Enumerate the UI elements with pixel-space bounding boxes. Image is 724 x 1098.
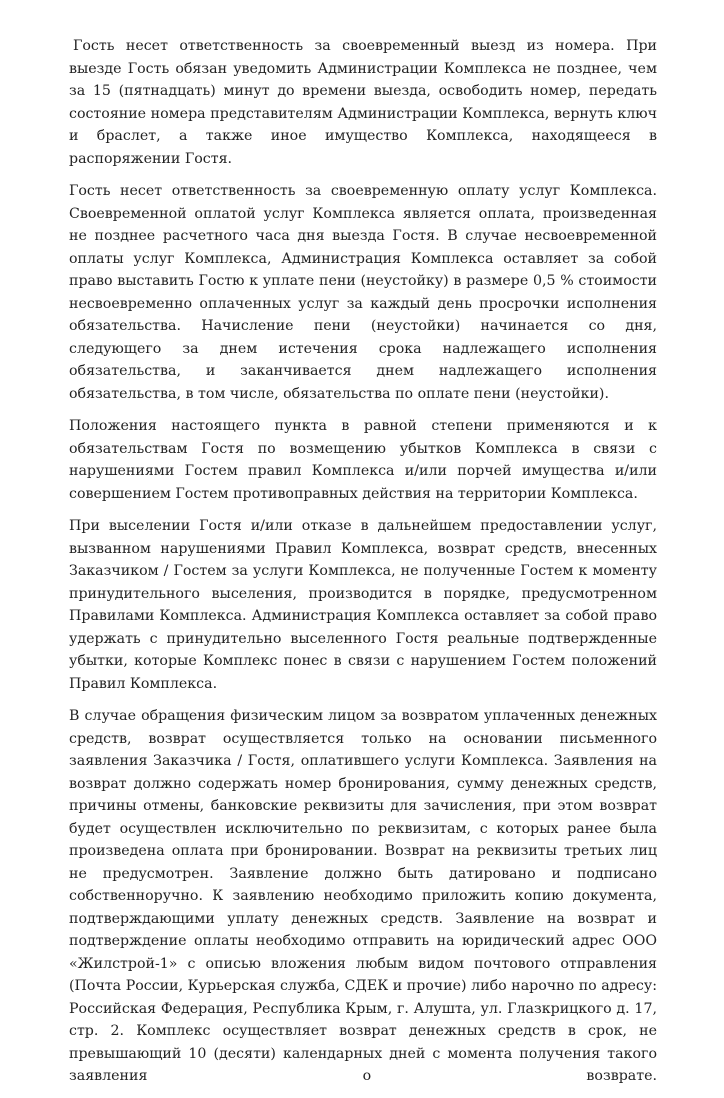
paragraph-eviction-refund: При выселении Гостя и/или отказе в дальнейшем предоставлении услуг, вызванном нарушениями Правил Комплекса, возврат средств, внесенных Заказчиком / Гостем за услуги Комплекса, не полученные Гостем к моменту принудительного выселения, производится в порядке, предусмотренном Правилами Комплекса. Администрация Комплекса оставляет за собой право удержать с принудительно выселенного Гостя реальные подтвержденные убытки, которые Комплекс понес в связи с нарушением Гостем положений Правил Комплекса. bbox=[69, 518, 657, 692]
paragraph-payment-responsibility: Гость несет ответственность за своевременную оплату услуг Комплекса. Своевременной оплатой услуг Комплекса является оплата, произведенная не позднее расчетного часа дня выезда Гостя. В случае несвоевременной оплаты услуг Комплекса, Администрация Комплекса оставляет за собой право выставить Гостю к уплате пени (неустойку) в размере 0,5 % стоимости несвоевременно оплаченных услуг за каждый день просрочки исполнения обязательства. Начисление пени (неустойки) начинается со дня, следующего за днем истечения срока надлежащего исполнения обязательства, и заканчивается днем надлежащего исполнения обязательства, в том числе, обязательства по оплате пени (неустойки). bbox=[69, 183, 657, 402]
document-body bbox=[69, 35, 657, 1098]
paragraph-refund-procedure: В случае обращения физическим лицом за возвратом уплаченных денежных средств, возврат осуществляется только на основании письменного заявления Заказчика / Гостя, оплатившего услуги Комплекса. Заявления на возврат должно содержать номер бронирования, сумму денежных средств, причины отмены, банковские реквизиты для зачисления, при этом возврат будет осуществлен исключительно по реквизитам, с которых ранее была произведена оплата при бронировании. Возврат на реквизиты третьих лиц не предусмотрен. Заявление должно быть датировано и подписано собственноручно. К заявлению необходимо приложить копию документа, подтверждающими уплату денежных средств. Заявление на возврат и подтверждение оплаты необходимо отправить на юридический адрес ООО «Жилстрой-1» с описью вложения любым видом почтового отправления (Почта России, Курьерская служба, СДЕК и прочие) либо нарочно по адресу: Российская Федерация, Республика Крым, г. Алушта, ул. Глазкрицкого д. 17, стр. 2. Комплекс осуществляет возврат денежных средств в срок, не превышающий 10 (десяти) календарных дней с момента получения такого заявления о возврате. bbox=[69, 708, 657, 1084]
paragraph-damages-compensation: Положения настоящего пункта в равной степени применяются и к обязательствам Гостя по возмещению убытков Комплекса в связи с нарушениями Гостем правил Комплекса и/или порчей имущества и/или совершением Гостем противоправных действия на территории Комплекса. bbox=[69, 418, 657, 502]
paragraph-guest-checkout-responsibility: Гость несет ответственность за своевременный выезд из номера. При выезде Гость обязан уведомить Администрации Комплекса не позднее, чем за 15 (пятнадцать) минут до времени выезда, освободить номер, передать состояние номера представителям Администрации Комплекса, вернуть ключ и браслет, а также иное имущество Комплекса, находящееся в распоряжении Гостя. bbox=[69, 38, 657, 167]
